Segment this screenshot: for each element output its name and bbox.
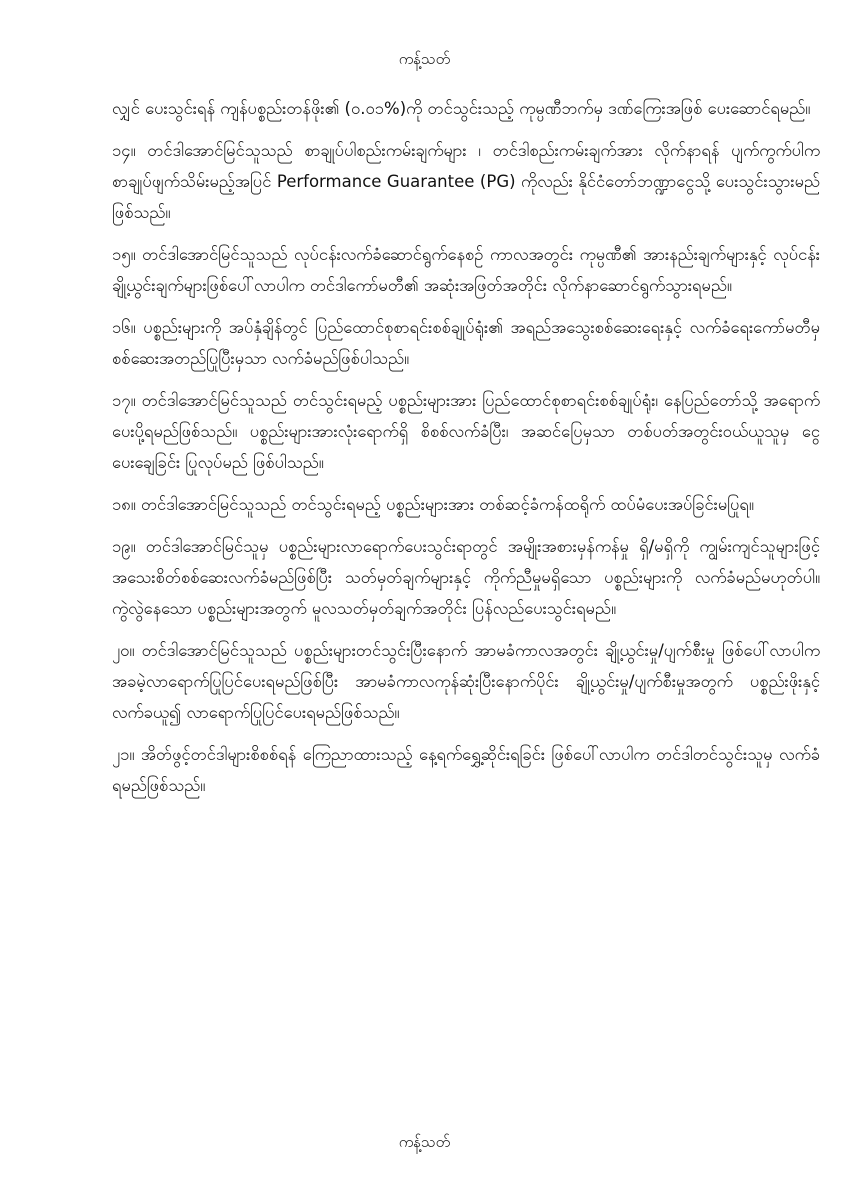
document-body: [112, 93, 820, 812]
page-footer-classification: ကန့်သတ်: [398, 1133, 451, 1151]
paragraph-21: ၂၁။ အိတ်ဖွင့်တင်ဒါများစိစစ်ရန် ကြေညာထားသည့် နေ့ရက်ရွှေ့ဆိုင်းရခြင်း ဖြစ်ပေါ်လာပါက တင်ဒါတင်သွင်းသူမှ လက်ခံရမည်ဖြစ်သည်။: [112, 745, 820, 795]
paragraph-17: ၁၇။ တင်ဒါအောင်မြင်သူသည် တင်သွင်းရမည့် ပစ္စည်းများအား ပြည်ထောင်စုစာရင်းစစ်ချုပ်ရုံး၊ နေပြည်တော်သို့ အရောက်ပေးပို့ရမည်ဖြစ်သည်။ ပစ္စည်းများအားလုံးရောက်ရှိ စိစစ်လက်ခံပြီး၊ အဆင်ပြေမှသာ တစ်ပတ်အတွင်းဝယ်ယူသူမှ ငွေပေးချေခြင်း ပြုလုပ်မည် ဖြစ်ပါသည်။: [112, 391, 820, 472]
paragraph-18: ၁၈။ တင်ဒါအောင်မြင်သူသည် တင်သွင်းရမည့် ပစ္စည်းများအား တစ်ဆင့်ခံကန်ထရိုက် ထပ်မံပေးအပ်ခြင်းမပြုရ။: [112, 495, 754, 514]
page-header-classification: ကန့်သတ်: [398, 50, 451, 68]
paragraph-16: ၁၆။ ပစ္စည်းများကို အပ်နှံချိန်တွင် ပြည်ထောင်စုစာရင်းစစ်ချုပ်ရုံး၏ အရည်အသွေးစစ်ဆေးရေးနှင့် လက်ခံရေးကော်မတီမှ စစ်ဆေးအတည်ပြုပြီးမှသာ လက်ခံမည်ဖြစ်ပါသည်။: [112, 318, 820, 368]
paragraph-19: ၁၉။ တင်ဒါအောင်မြင်သူမှ ပစ္စည်းများလာရောက်ပေးသွင်းရာတွင် အမျိုးအစားမှန်ကန်မှု ရှိ/မရှိကို ကျွမ်းကျင်သူများဖြင့် အသေးစိတ်စစ်ဆေးလက်ခံမည်ဖြစ်ပြီး သတ်မှတ်ချက်များနှင့် ကိုက်ညီမှုမရှိသော ပစ္စည်းများကို လက်ခံမည်မဟုတ်ပါ။ ကွဲလွဲနေသော ပစ္စည်းများအတွက် မူလသတ်မှတ်ချက်အတိုင်း ပြန်လည်ပေးသွင်းရမည်။: [112, 537, 820, 618]
paragraph-15: ၁၅။ တင်ဒါအောင်မြင်သူသည် လုပ်ငန်းလက်ခံဆောင်ရွက်နေစဉ် ကာလအတွင်း ကုမ္ပဏီ၏ အားနည်းချက်များနှင့် လုပ်ငန်းချို့ယွင်းချက်များဖြစ်ပေါ်လာပါက တင်ဒါကော်မတီ၏ အဆုံးအဖြတ်အတိုင်း လိုက်နာဆောင်ရွက်သွားရမည်။: [112, 245, 820, 295]
paragraph-20: ၂၀။ တင်ဒါအောင်မြင်သူသည် ပစ္စည်းများတင်သွင်းပြီးနောက် အာမခံကာလအတွင်း ချို့ယွင်းမှု/ပျက်စီးမှု ဖြစ်ပေါ်လာပါက အခမဲ့လာရောက်ပြုပြင်ပေးရမည်ဖြစ်ပြီး အာမခံကာလကုန်ဆုံးပြီးနောက်ပိုင်း ချို့ယွင်းမှု/ပျက်စီးမှုအတွက် ပစ္စည်းဖိုးနှင့်လက်ခယူ၍ လာရောက်ပြုပြင်ပေးရမည်ဖြစ်သည်။: [112, 641, 820, 722]
paragraph-continuation: လျှင် ပေးသွင်းရန် ကျန်ပစ္စည်းတန်ဖိုး၏ (၀.၀၁%)ကို တင်သွင်းသည့် ကုမ္ပဏီဘက်မှ ဒဏ်ကြေးအဖြစ် ပေးဆောင်ရမည်။: [112, 99, 811, 118]
paragraph-14: ၁၄။ တင်ဒါအောင်မြင်သူသည် စာချုပ်ပါစည်းကမ်းချက်များ ၊ တင်ဒါစည်းကမ်းချက်အား လိုက်နာရန် ပျက်ကွက်ပါက စာချုပ်ဖျက်သိမ်းမည့်အပြင် Performance Guarantee (PG) ကိုလည်း နိုင်ငံတော်ဘဏ္ဍာငွေသို့ ပေးသွင်းသွားမည်ဖြစ်သည်။: [112, 141, 820, 222]
